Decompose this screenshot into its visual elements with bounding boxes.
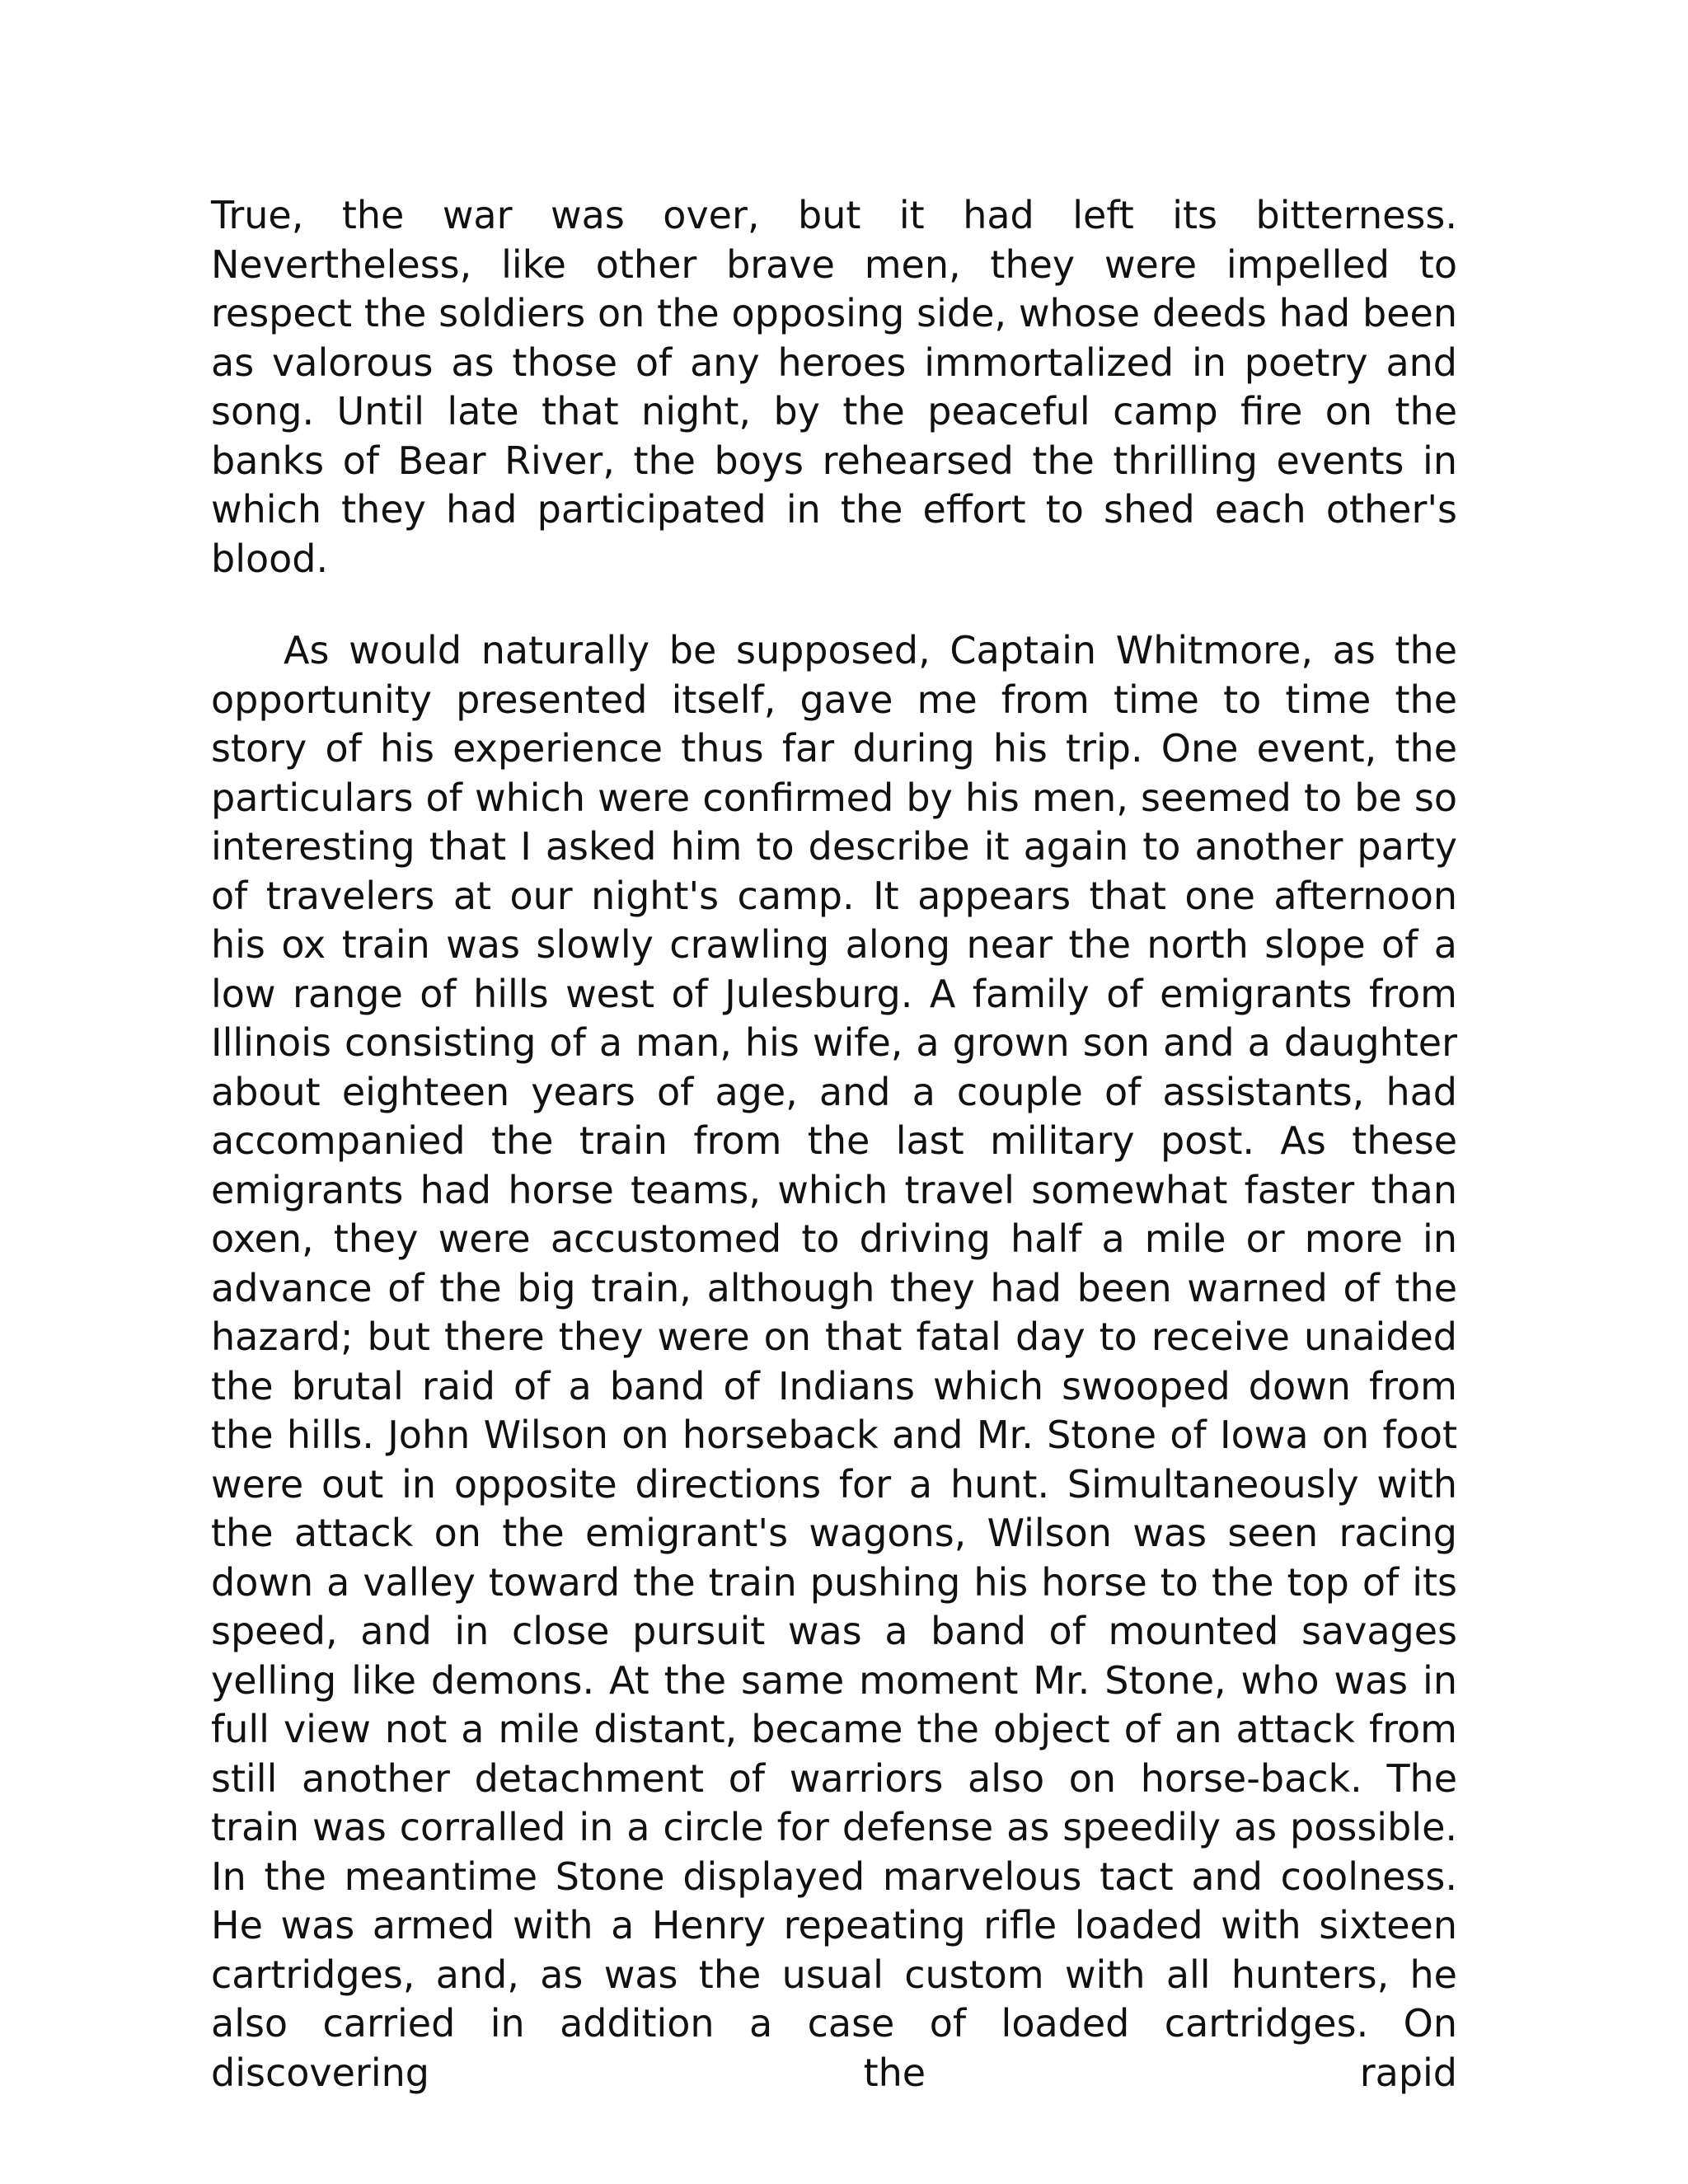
body-text xyxy=(211,191,1457,2097)
paragraph-war-bitterness: True, the war was over, but it had left its bitterness. Nevertheless, like other brave men, they were impelled to respect the soldiers on the opposing side, whose deeds had been as valorous as those of any heroes immortalized in poetry and song. Until late that night, by the peaceful camp fire on the banks of Bear River, the boys rehearsed the thrilling events in which they had participated in the effort to shed each other's blood. xyxy=(211,193,1457,581)
paragraph-captain-whitmore-story: As would naturally be supposed, Captain Whitmore, as the opportunity presented itself, gave me from time to time the story of his experience thus far during his trip. One event, the particulars of which were confirmed by his men, seemed to be so interesting that I asked him to describe it again to another party of travelers at our night's camp. It appears that one afternoon his ox train was slowly crawling along near the north slope of a low range of hills west of Julesburg. A family of emigrants from Illinois consisting of a man, his wife, a grown son and a daughter about eighteen years of age, and a couple of assistants, had accompanied the train from the last military post. As these emigrants had horse teams, which travel somewhat faster than oxen, they were accustomed to driving half a mile or more in advance of the big train, although they had been warned of the hazard; but there they were on that fatal day to receive unaided the brutal raid of a band of Indians which swooped down from the hills. John Wilson on horseback and Mr. Stone of Iowa on foot were out in opposite directions for a hunt. Simultaneously with the attack on the emigrant's wagons, Wilson was seen racing down a valley toward the train pushing his horse to the top of its speed, and in close pursuit was a band of mounted savages yelling like demons. At the same moment Mr. Stone, who was in full view not a mile distant, became the object of an attack from still another detachment of warriors also on horse-back. The train was corralled in a circle for defense as speedily as possible. In the meantime Stone displayed marvelous tact and coolness. He was armed with a Henry repeating rifle loaded with sixteen cartridges, and, as was the usual custom with all hunters, he also carried in addition a case of loaded cartridges. On discovering the rapid xyxy=(211,628,1457,2095)
